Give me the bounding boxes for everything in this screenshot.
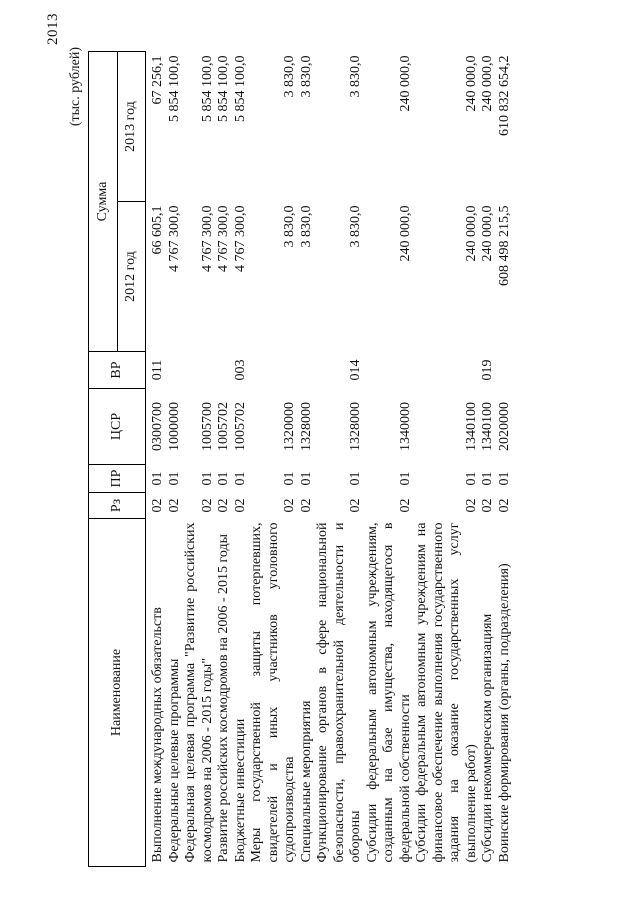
row-csr: 2020000 bbox=[496, 402, 512, 451]
row-rz: 02 bbox=[298, 498, 314, 513]
table-row bbox=[146, 52, 167, 867]
row-pr: 01 bbox=[150, 471, 165, 486]
row-name: Субсидии федеральным автономным учреждениям, созданным на базе имущества, находящегося в федеральной собственности bbox=[364, 522, 413, 863]
row-sum-2013: 240 000,0 bbox=[397, 55, 413, 112]
row-sum-2013: 610 832 654,2 bbox=[496, 55, 512, 136]
row-name: Субсидии федеральным автономным учреждениям на финансовое обеспечение выполнения государственного задания на оказание государственных услуг (выполнение работ) bbox=[414, 522, 479, 863]
row-vr: 011 bbox=[150, 359, 165, 381]
row-vr bbox=[216, 352, 233, 389]
row-rz: 02 bbox=[282, 498, 297, 513]
row-name: Федеральная целевая программа "Развитие российских космодромов на 2006 - 2015 годы" bbox=[183, 522, 215, 863]
units-label: (тыс. рублей) bbox=[68, 47, 83, 127]
row-name: Бюджетные инвестиции bbox=[232, 718, 248, 863]
row-rz: 02 bbox=[216, 498, 231, 513]
row-pr: 01 bbox=[199, 471, 215, 486]
row-sum-2013: 3 830,0 bbox=[348, 55, 363, 98]
table-row bbox=[299, 52, 316, 867]
row-csr: 1005702 bbox=[232, 402, 248, 451]
row-rz: 02 bbox=[199, 498, 215, 513]
row-rz: 02 bbox=[480, 498, 495, 513]
row-sum-2012: 4 767 300,0 bbox=[232, 205, 248, 272]
header-2013: 2013 год bbox=[117, 52, 146, 202]
row-sum-2013: 5 854 100,0 bbox=[166, 55, 182, 122]
row-name: Специальные мероприятия bbox=[298, 700, 314, 863]
row-rz: 02 bbox=[463, 498, 479, 513]
row-sum-2012: 3 830,0 bbox=[298, 205, 314, 248]
table-row bbox=[315, 52, 365, 867]
row-sum-2012: 4 767 300,0 bbox=[199, 205, 215, 272]
row-csr: 1320000 bbox=[282, 402, 297, 451]
header-pr: ПР bbox=[89, 465, 146, 493]
header-2012: 2012 год bbox=[117, 202, 146, 352]
row-sum-2013: 3 830,0 bbox=[282, 55, 297, 98]
row-csr: 1340100 bbox=[480, 402, 495, 451]
row-sum-2012: 240 000,0 bbox=[397, 205, 413, 262]
row-vr bbox=[299, 352, 316, 389]
row-pr: 01 bbox=[496, 471, 512, 486]
row-pr: 01 bbox=[480, 471, 495, 486]
row-name: Воинские формирования (органы, подразделения) bbox=[496, 563, 512, 863]
page-number: 2013 bbox=[45, 13, 61, 45]
row-sum-2013: 240 000,0 bbox=[463, 55, 479, 112]
table-row bbox=[414, 52, 480, 867]
row-vr: 003 bbox=[232, 359, 248, 381]
row-sum-2012: 66 605,1 bbox=[150, 205, 165, 255]
row-sum-2012: 240 000,0 bbox=[463, 205, 479, 262]
row-sum-2012: 608 498 215,5 bbox=[496, 205, 512, 286]
row-pr: 01 bbox=[282, 471, 297, 486]
table-body bbox=[146, 52, 514, 867]
header-csr: ЦСР bbox=[89, 389, 146, 465]
row-rz: 02 bbox=[150, 498, 165, 513]
row-csr: 1000000 bbox=[166, 402, 182, 451]
row-name: Меры государственной защиты потерпевших, свидетелей и иных участников уголовного судопроизводства bbox=[249, 522, 297, 863]
row-vr bbox=[167, 352, 184, 389]
row-pr: 01 bbox=[216, 471, 231, 486]
row-sum-2012: 3 830,0 bbox=[348, 205, 363, 248]
row-vr: 019 bbox=[480, 359, 495, 381]
row-sum-2012: 240 000,0 bbox=[480, 205, 495, 262]
row-sum-2013: 5 854 100,0 bbox=[199, 55, 215, 122]
row-sum-2012: 4 767 300,0 bbox=[216, 205, 231, 272]
row-vr bbox=[249, 352, 299, 389]
table-row bbox=[167, 52, 184, 867]
row-pr: 01 bbox=[232, 471, 248, 486]
row-csr: 0300700 bbox=[150, 402, 165, 451]
row-csr: 1340000 bbox=[397, 402, 413, 451]
row-pr: 01 bbox=[397, 471, 413, 486]
row-name: Субсидии некоммерческим организациям bbox=[480, 613, 495, 863]
row-csr: 1340100 bbox=[463, 402, 479, 451]
table-row bbox=[233, 52, 250, 867]
row-pr: 01 bbox=[348, 471, 363, 486]
row-pr: 01 bbox=[298, 471, 314, 486]
row-sum-2013: 5 854 100,0 bbox=[216, 55, 231, 122]
row-vr bbox=[183, 352, 216, 389]
row-name: Функционирование органов в сфере национальной безопасности, правоохранительной деятельности и обороны bbox=[315, 522, 363, 863]
table-row bbox=[216, 52, 233, 867]
table-row bbox=[497, 52, 514, 867]
table-row bbox=[480, 52, 497, 867]
row-sum-2013: 3 830,0 bbox=[298, 55, 314, 98]
row-vr bbox=[365, 352, 415, 389]
row-rz: 02 bbox=[166, 498, 182, 513]
row-vr: 014 bbox=[348, 359, 363, 381]
row-csr: 1328000 bbox=[298, 402, 314, 451]
row-csr: 1328000 bbox=[348, 402, 363, 451]
row-vr bbox=[497, 352, 514, 389]
row-rz: 02 bbox=[496, 498, 512, 513]
header-name: Наименование bbox=[89, 519, 146, 867]
row-pr: 01 bbox=[463, 471, 479, 486]
row-sum-2012: 3 830,0 bbox=[282, 205, 297, 248]
row-sum-2012: 4 767 300,0 bbox=[166, 205, 182, 272]
row-sum-2013: 67 256,1 bbox=[150, 55, 165, 105]
row-name: Федеральные целевые программы bbox=[166, 658, 182, 863]
table-header bbox=[89, 52, 146, 867]
row-sum-2013: 240 000,0 bbox=[480, 55, 495, 112]
row-name: Развитие российских космодромов на 2006 - 2015 годы bbox=[216, 533, 231, 863]
table-row bbox=[183, 52, 216, 867]
row-vr bbox=[414, 352, 480, 389]
header-rz: Рз bbox=[89, 493, 146, 519]
row-csr: 1005702 bbox=[216, 402, 231, 451]
row-sum-2013: 5 854 100,0 bbox=[232, 55, 248, 122]
table-row bbox=[365, 52, 415, 867]
table-row bbox=[249, 52, 299, 867]
budget-table bbox=[88, 51, 513, 867]
header-vr: ВР bbox=[89, 352, 146, 389]
row-rz: 02 bbox=[232, 498, 248, 513]
row-pr: 01 bbox=[166, 471, 182, 486]
row-rz: 02 bbox=[348, 498, 363, 513]
row-rz: 02 bbox=[397, 498, 413, 513]
row-csr: 1005700 bbox=[199, 402, 215, 451]
row-name: Выполнение международных обязательств bbox=[150, 607, 165, 863]
header-sum: Сумма bbox=[89, 52, 118, 352]
